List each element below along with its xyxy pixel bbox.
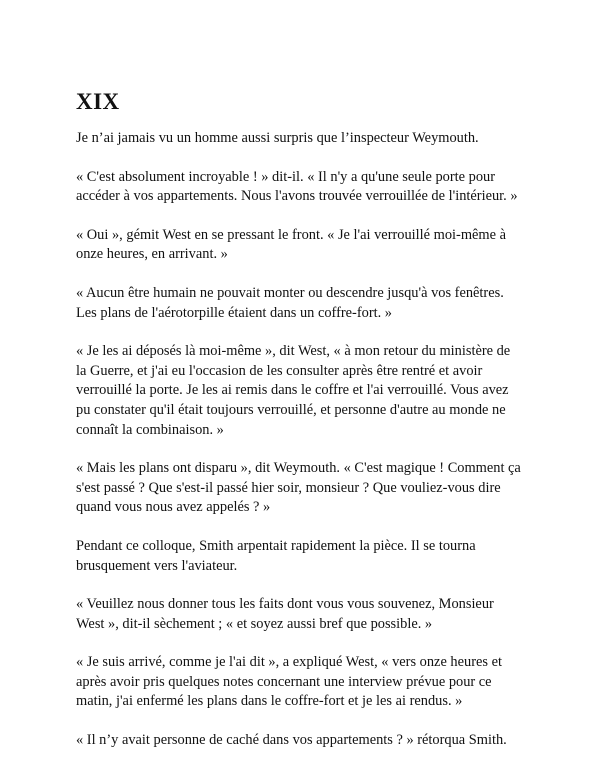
paragraph-2: « C'est absolument incroyable ! » dit-il. « Il n'y a qu'une seule porte pour accéder à vos appartements. Nous l'avons trouvée verrouillée de l'intérieur. » bbox=[76, 168, 518, 205]
paragraph-10: « Il n’y avait personne de caché dans vos appartements ? » rétorqua Smith. bbox=[76, 732, 507, 749]
paragraph-1: Je n’ai jamais vu un homme aussi surpris que l’inspecteur Weymouth. bbox=[76, 130, 479, 146]
paragraph-8: « Veuillez nous donner tous les faits dont vous vous souvenez, Monsieur West », dit-il sèchement ; « et soyez aussi bref que possible. » bbox=[76, 596, 494, 632]
document-page bbox=[76, 88, 524, 770]
paragraph-4: « Aucun être humain ne pouvait monter ou descendre jusqu'à vos fenêtres. Les plans de l'aérotorpille étaient dans un coffre-fort. » bbox=[76, 284, 504, 321]
paragraph-6: « Mais les plans ont disparu », dit Weymouth. « C'est magique ! Comment ça s'est passé ? Que s'est-il passé hier soir, monsieur ? Que vouliez-vous dire quand vous nous avez appelés ? » bbox=[76, 460, 521, 516]
chapter-title: XIX bbox=[76, 89, 120, 114]
paragraph-3: « Oui », gémit West en se pressant le front. « Je l'ai verrouillé moi-même à onze heures, en arrivant. » bbox=[76, 226, 506, 263]
paragraph-7: Pendant ce colloque, Smith arpentait rapidement la pièce. Il se tourna brusquement vers l'aviateur. bbox=[76, 537, 476, 574]
paragraph-5: « Je les ai déposés là moi-même », dit West, « à mon retour du ministère de la Guerre, et j'ai eu l'occasion de les consulter après être rentré et avoir verrouillé la porte. Je les ai remis dans le coffre et l'ai verrouillé. Vous avez pu constater qu'il était toujours verrouillé, et personne d'autre au monde ne connaît la combinaison. » bbox=[76, 343, 511, 438]
paragraph-9: « Je suis arrivé, comme je l'ai dit », a expliqué West, « vers onze heures et après avoir pris quelques notes concernant une interview prévue pour ce matin, j'ai enfermé les plans dans le coffre-fort et je les ai rendus. » bbox=[76, 654, 502, 710]
